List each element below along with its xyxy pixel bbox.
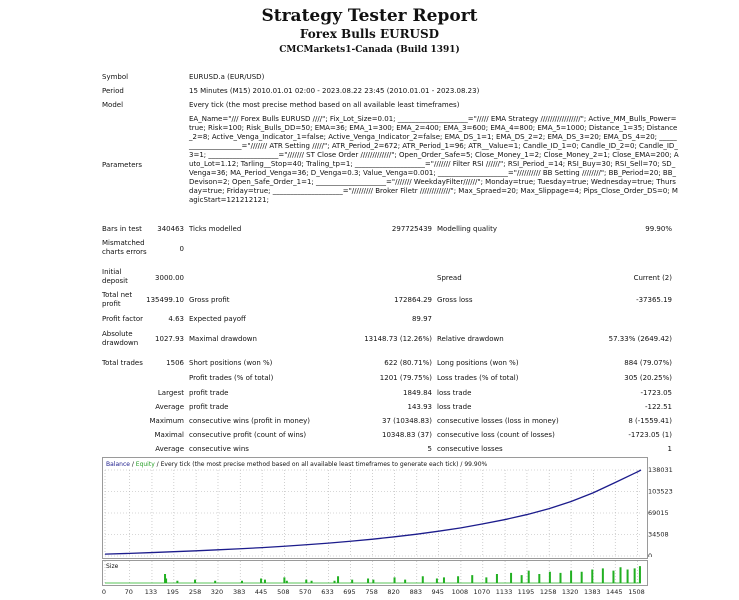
model-label: Model	[102, 101, 124, 109]
y-tick-label: 103523	[648, 487, 673, 496]
size-bar	[634, 568, 636, 583]
size-bar	[305, 580, 307, 583]
mcp-value: 10348.83 (37)	[382, 431, 432, 439]
size-bar	[443, 577, 445, 583]
grossprofit-value: 172864.29	[394, 296, 432, 304]
x-tick-label: 1008	[451, 588, 469, 596]
ltrades-value: 305 (20.25%)	[624, 374, 672, 382]
y-tick-label: 138031	[648, 466, 673, 474]
x-tick-label: 945	[431, 588, 444, 596]
absdd-value: 1027.93	[155, 335, 184, 343]
mcw-value: 37 (10348.83)	[382, 417, 432, 425]
legend-balance: Balance	[106, 461, 130, 468]
largest-label: Largest	[157, 389, 184, 397]
mcl-label: consecutive losses (loss in money)	[437, 417, 559, 425]
size-bar	[581, 572, 583, 583]
mcw-label: consecutive wins (profit in money)	[189, 417, 311, 425]
x-tick-label: 1133	[495, 588, 513, 596]
size-bar	[549, 572, 551, 583]
long-label: Long positions (won %)	[437, 359, 519, 367]
x-tick-label: 570	[299, 588, 312, 596]
netprofit-label: Total net profit	[102, 291, 133, 308]
y-tick-label: 0	[648, 552, 653, 557]
size-bar	[351, 580, 353, 583]
x-tick-label: 133	[144, 588, 158, 596]
acw-label: consecutive wins	[189, 445, 249, 453]
short-label: Short positions (won %)	[189, 359, 273, 367]
size-bar	[367, 579, 369, 584]
trades-value: 1506	[166, 359, 184, 367]
x-tick-label: 1383	[584, 588, 601, 596]
size-label: Size	[106, 563, 119, 570]
x-tick-label: 383	[233, 588, 246, 596]
netprofit-value: 135499.10	[146, 296, 184, 304]
ptrades-value: 1201 (79.75%)	[379, 374, 432, 382]
x-tick-label: 820	[387, 588, 400, 596]
llt-value: -1723.05	[640, 389, 672, 397]
payoff-value: 89.97	[411, 315, 432, 323]
size-bar	[612, 571, 614, 583]
ticks-label: Ticks modelled	[189, 225, 242, 233]
size-bar	[404, 580, 406, 583]
x-tick-label: 1258	[539, 588, 557, 596]
size-bar	[570, 571, 572, 583]
deposit-value: 3000.00	[155, 274, 184, 282]
size-bar	[394, 577, 396, 583]
apt-label: profit trade	[189, 403, 229, 411]
x-tick-label: 1070	[473, 588, 491, 596]
size-bar	[457, 576, 459, 583]
size-bar	[591, 570, 593, 584]
model-value: Every tick (the most precise method based on all available least timeframes)	[189, 101, 460, 109]
size-bar	[283, 577, 285, 583]
x-tick-label: 0	[101, 588, 107, 596]
x-tick-label: 195	[166, 588, 180, 596]
parameters-value: EA_Name="/// Forex Bulls EURUSD ////"; Fix_Lot_Size=0.01; ____________________="///// EMA Strategy /////////////////"; Active_MM_Bulls_Power=true; Risk=100; Risk_Bulls_DD=50; EMA=36; EMA_1=300; EMA_2=400; EMA_3=600; EMA_4=800; EMA_5=1000; Distance_1=35; Distance_2=8; Active_Venga_Indicator_1=false; Active_Venga_Indicator_2=false; EMA_DS_1=1; EMA_DS_2=2; EMA_DS_3=20; EMA_DS_4=20; ____________________="/////// ATR Setting /////"; ATR_Period_2=672; ATR_Period_1=96; ATR__Value=1; Candle_ID_1=0; Candle_ID_2=0; Candle_ID_3=1; ____________________="/////// ST Close Order /////////////"; Open_Order_Safe=5; Close_Money_1=2; Close_Money_2=1; Close_EMA=200; Auto_Lot=1.12; Tarling__Stop=40; Traling_tp=1; ____________________="/////// Filter RSI //////"; RSI_Period_=14; RSI_Buy=30; RSI_Sell=70; SD_Venga=36; MA_Period_Venga=36; D_Venga=0.3; Value_Venga=0.001; ____________________="////////// BB Setting ////////"; BB_Period=20; BB_Devison=2; Open_Safe_Order_1=1; ____________________="/////// WeekdayFilter//////"; Monday=true; Tuesday=true; Wednesday=true; Thursday=true; Friday=true; ____________________="///////// Broker Filetr /////////////"; Max_Spraed=20; Max_Slippage=4; Pips_Close_Order_DS=0; MagicStart=121212121;	[189, 115, 679, 204]
apt-value: 143.93	[407, 403, 432, 411]
size-plot	[103, 561, 647, 585]
lpt-value: 1849.84	[403, 389, 432, 397]
x-tick-label: 883	[409, 588, 422, 596]
x-tick-label: 445	[254, 588, 268, 596]
size-bar	[471, 575, 473, 583]
grossloss-label: Gross loss	[437, 296, 473, 304]
bars-value: 340463	[157, 225, 184, 233]
size-bar	[485, 577, 487, 583]
balance-chart	[102, 457, 648, 559]
x-tick-label: 508	[277, 588, 290, 596]
symbol-value: EURUSD.a (EUR/USD)	[189, 73, 265, 81]
legend-sep: /	[129, 461, 136, 468]
size-chart	[102, 560, 648, 586]
average-label: Average	[155, 403, 184, 411]
x-tick-label: 695	[343, 588, 356, 596]
spread-value: Current (2)	[633, 274, 672, 282]
size-bar	[528, 571, 530, 583]
size-bar	[521, 575, 523, 583]
y-tick-label: 34508	[648, 530, 669, 539]
maximum-label: Maximum	[149, 417, 184, 425]
mcp-label: consecutive profit (count of wins)	[189, 431, 307, 439]
reldd-label: Relative drawdown	[437, 335, 504, 343]
balance-line	[105, 470, 641, 554]
report-server: CMCMarkets1-Canada (Build 1391)	[279, 45, 460, 55]
mclo-value: -1723.05 (1)	[628, 431, 672, 439]
size-bar	[510, 573, 512, 583]
y-axis	[646, 457, 686, 557]
x-tick-label: 1508	[628, 588, 645, 596]
size-bar	[620, 567, 622, 583]
symbol-label: Symbol	[102, 73, 129, 81]
x-axis	[98, 585, 658, 599]
size-bar	[559, 573, 561, 583]
lpt-label: profit trade	[189, 389, 229, 397]
size-bar	[538, 574, 540, 583]
x-tick-label: 258	[188, 588, 202, 596]
acl-value: 1	[667, 445, 672, 453]
ptrades-label: Profit trades (% of total)	[189, 374, 274, 382]
size-bar	[165, 579, 167, 584]
size-bar	[627, 570, 629, 584]
trades-label: Total trades	[102, 359, 143, 367]
maxdd-label: Maximal drawdown	[189, 335, 257, 343]
alt-value: -122.51	[644, 403, 672, 411]
x-tick-label: 70	[124, 588, 133, 596]
pf-label: Profit factor	[102, 315, 143, 323]
size-bar	[602, 568, 604, 583]
pf-value: 4.63	[168, 315, 184, 323]
bars-label: Bars in test	[102, 225, 142, 233]
mclo-label: consecutive loss (count of losses)	[437, 431, 555, 439]
x-tick-label: 1445	[605, 588, 623, 596]
parameters-label: Parameters	[102, 161, 143, 169]
mismatched-label: Mismatched charts errors	[102, 239, 147, 256]
acl-label: consecutive losses	[437, 445, 503, 453]
period-label: Period	[102, 87, 124, 95]
ticks-value: 297725439	[391, 225, 432, 233]
size-bar	[372, 580, 374, 583]
maximal-label: Maximal	[154, 431, 184, 439]
size-bar	[337, 576, 339, 583]
x-tick-label: 758	[365, 588, 378, 596]
size-bar	[422, 576, 424, 583]
report-subtitle: Forex Bulls EURUSD	[299, 27, 440, 41]
llt-label: loss trade	[437, 389, 472, 397]
report-title: Strategy Tester Report	[261, 6, 478, 26]
legend-equity: Equity	[135, 461, 155, 468]
long-value: 884 (79.07%)	[624, 359, 672, 367]
x-tick-label: 1195	[517, 588, 535, 596]
x-tick-label: 320	[210, 588, 224, 596]
maxdd-value: 13148.73 (12.26%)	[364, 335, 432, 343]
size-bar	[260, 579, 262, 584]
legend-rest: / Every tick (the most precise method based on all available least timeframes to generate each tick) / 99.90%	[154, 461, 488, 468]
payoff-label: Expected payoff	[189, 315, 246, 323]
ltrades-label: Loss trades (% of total)	[437, 374, 519, 382]
quality-value: 99.90%	[645, 225, 672, 233]
x-tick-label: 633	[321, 588, 334, 596]
quality-label: Modelling quality	[437, 225, 497, 233]
absdd-label: Absolute drawdown	[102, 330, 139, 347]
y-tick-label: 69015	[648, 509, 669, 518]
mcl-value: 8 (-1559.41)	[628, 417, 672, 425]
acw-value: 5	[427, 445, 432, 453]
size-bar	[496, 574, 498, 583]
grossprofit-label: Gross profit	[189, 296, 230, 304]
average-label-2: Average	[155, 445, 184, 453]
size-bar	[639, 566, 641, 583]
reldd-value: 57.33% (2649.42)	[608, 335, 672, 343]
short-value: 622 (80.71%)	[384, 359, 432, 367]
size-bar	[264, 580, 266, 583]
size-bar	[194, 580, 196, 583]
size-bar	[436, 579, 438, 584]
mismatched-value: 0	[179, 245, 184, 253]
chart-plot	[103, 458, 647, 558]
spread-label: Spread	[437, 274, 462, 282]
grossloss-value: -37365.19	[636, 296, 672, 304]
alt-label: loss trade	[437, 403, 472, 411]
period-value: 15 Minutes (M15) 2010.01.01 02:00 - 2023.08.22 23:45 (2010.01.01 - 2023.08.23)	[189, 87, 480, 95]
deposit-label: Initial deposit	[102, 268, 128, 285]
x-tick-label: 1320	[561, 588, 579, 596]
